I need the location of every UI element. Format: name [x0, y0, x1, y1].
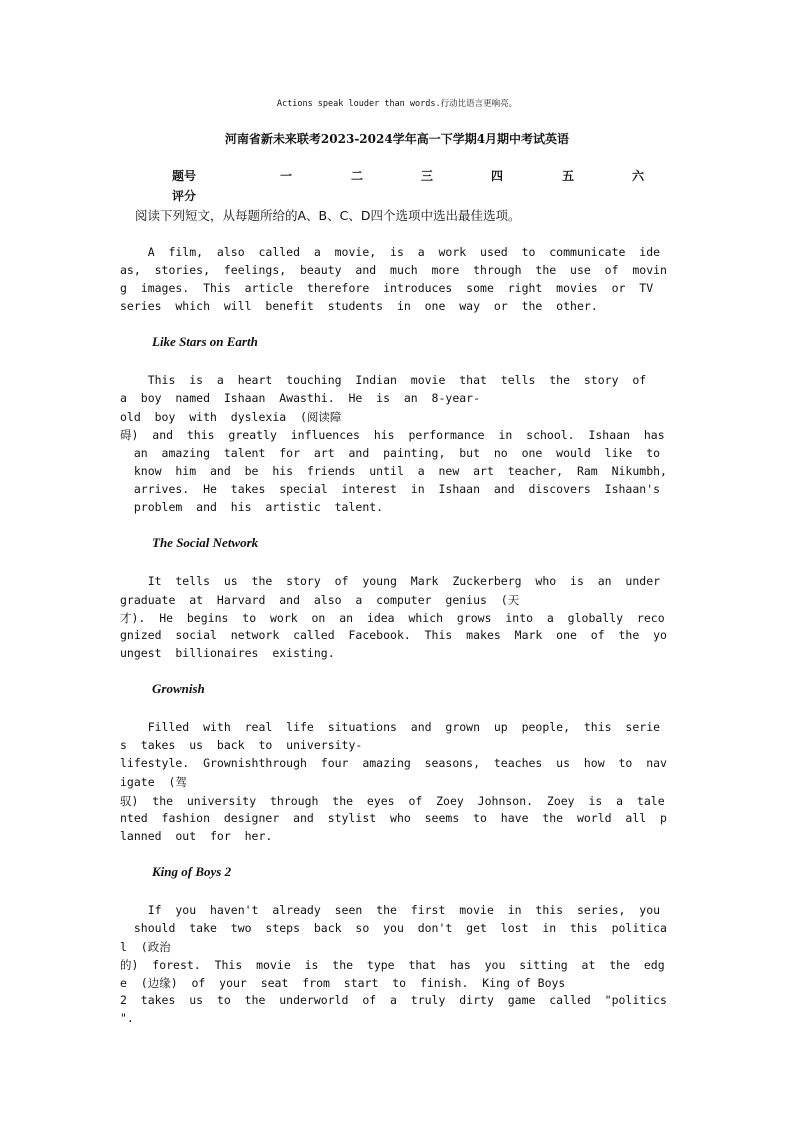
- exam-title: 河南省新未来联考2023-2024学年高一下学期4月期中考试英语: [224, 132, 570, 146]
- text-line: nted fashion designer and stylist who seems to have the world all p: [120, 811, 667, 825]
- text-line: This is a heart touching Indian movie that tells the story of: [120, 373, 647, 387]
- score-table-col-2: 二: [351, 169, 364, 183]
- score-table-col-3: 三: [421, 169, 434, 183]
- text-line: 才). He begins to work on an idea which grows into a globally reco: [120, 611, 665, 625]
- text-line: s takes us back to university-: [120, 738, 363, 752]
- score-table-score-label: 评分: [172, 189, 197, 203]
- page-header-motto: Actions speak louder than words.行动比语言更响亮。: [276, 99, 518, 109]
- score-table-row-label: 题号: [172, 169, 197, 183]
- text-line: g images. This article therefore introduces some right movies or TV: [120, 281, 654, 295]
- text-line: Filled with real life situations and grown up people, this serie: [120, 720, 661, 734]
- text-line: series which will benefit students in one way or the other.: [120, 299, 598, 313]
- text-line: a boy named Ishaan Awasthi. He is an 8-year-: [120, 391, 481, 405]
- text-line: graduate at Harvard and also a computer genius (天: [120, 593, 520, 607]
- section-heading: King of Boys 2: [152, 864, 232, 879]
- text-line: 碍) and this greatly influences his performance in school. Ishaan has: [120, 428, 665, 442]
- score-table-col-6: 六: [632, 169, 645, 183]
- text-line: 2 takes us to the underworld of a truly dirty game called "politics: [120, 993, 667, 1007]
- section-heading: The Social Network: [152, 535, 259, 550]
- text-line: It tells us the story of young Mark Zuckerberg who is an under: [120, 574, 661, 588]
- score-table-col-4: 四: [491, 169, 504, 183]
- text-line: old boy with dyslexia (阅读障: [120, 410, 342, 424]
- score-table-col-5: 五: [562, 169, 575, 183]
- text-line: ".: [120, 1011, 134, 1025]
- text-line: ungest billionaires existing.: [120, 646, 335, 660]
- section-heading: Grownish: [152, 681, 205, 696]
- text-line: e (边缘) of your seat from start to finish. King of Boys: [120, 976, 566, 990]
- text-line: lifestyle. Grownishthrough four amazing seasons, teaches us how to nav: [120, 756, 667, 770]
- text-line: arrives. He takes special interest in Ishaan and discovers Ishaan's: [120, 482, 661, 496]
- text-line: an amazing talent for art and painting, but no one would like to: [120, 446, 661, 460]
- text-line: problem and his artistic talent.: [120, 500, 384, 514]
- text-line: 的) forest. This movie is the type that has you sitting at the edg: [120, 958, 665, 972]
- reading-instruction: 阅读下列短文，从每题所给的A、B、C、D四个选项中选出最佳选项。: [135, 208, 521, 223]
- score-table-col-1: 一: [280, 169, 293, 183]
- text-line: know him and be his friends until a new art teacher, Ram Nikumbh,: [120, 464, 667, 478]
- text-line: as, stories, feelings, beauty and much more through the use of movin: [120, 263, 667, 277]
- text-line: should take two steps back so you don't get lost in this politica: [120, 921, 667, 935]
- text-line: 驭) the university through the eyes of Zoey Johnson. Zoey is a tale: [120, 794, 665, 808]
- section-heading: Like Stars on Earth: [152, 334, 258, 349]
- text-line: If you haven't already seen the first movie in this series, you: [120, 903, 661, 917]
- text-line: igate (驾: [120, 775, 187, 789]
- text-line: A film, also called a movie, is a work used to communicate ide: [120, 245, 661, 259]
- text-line: gnized social network called Facebook. This makes Mark one of the yo: [120, 628, 667, 642]
- text-line: lanned out for her.: [120, 829, 273, 843]
- text-line: l (政治: [120, 940, 171, 954]
